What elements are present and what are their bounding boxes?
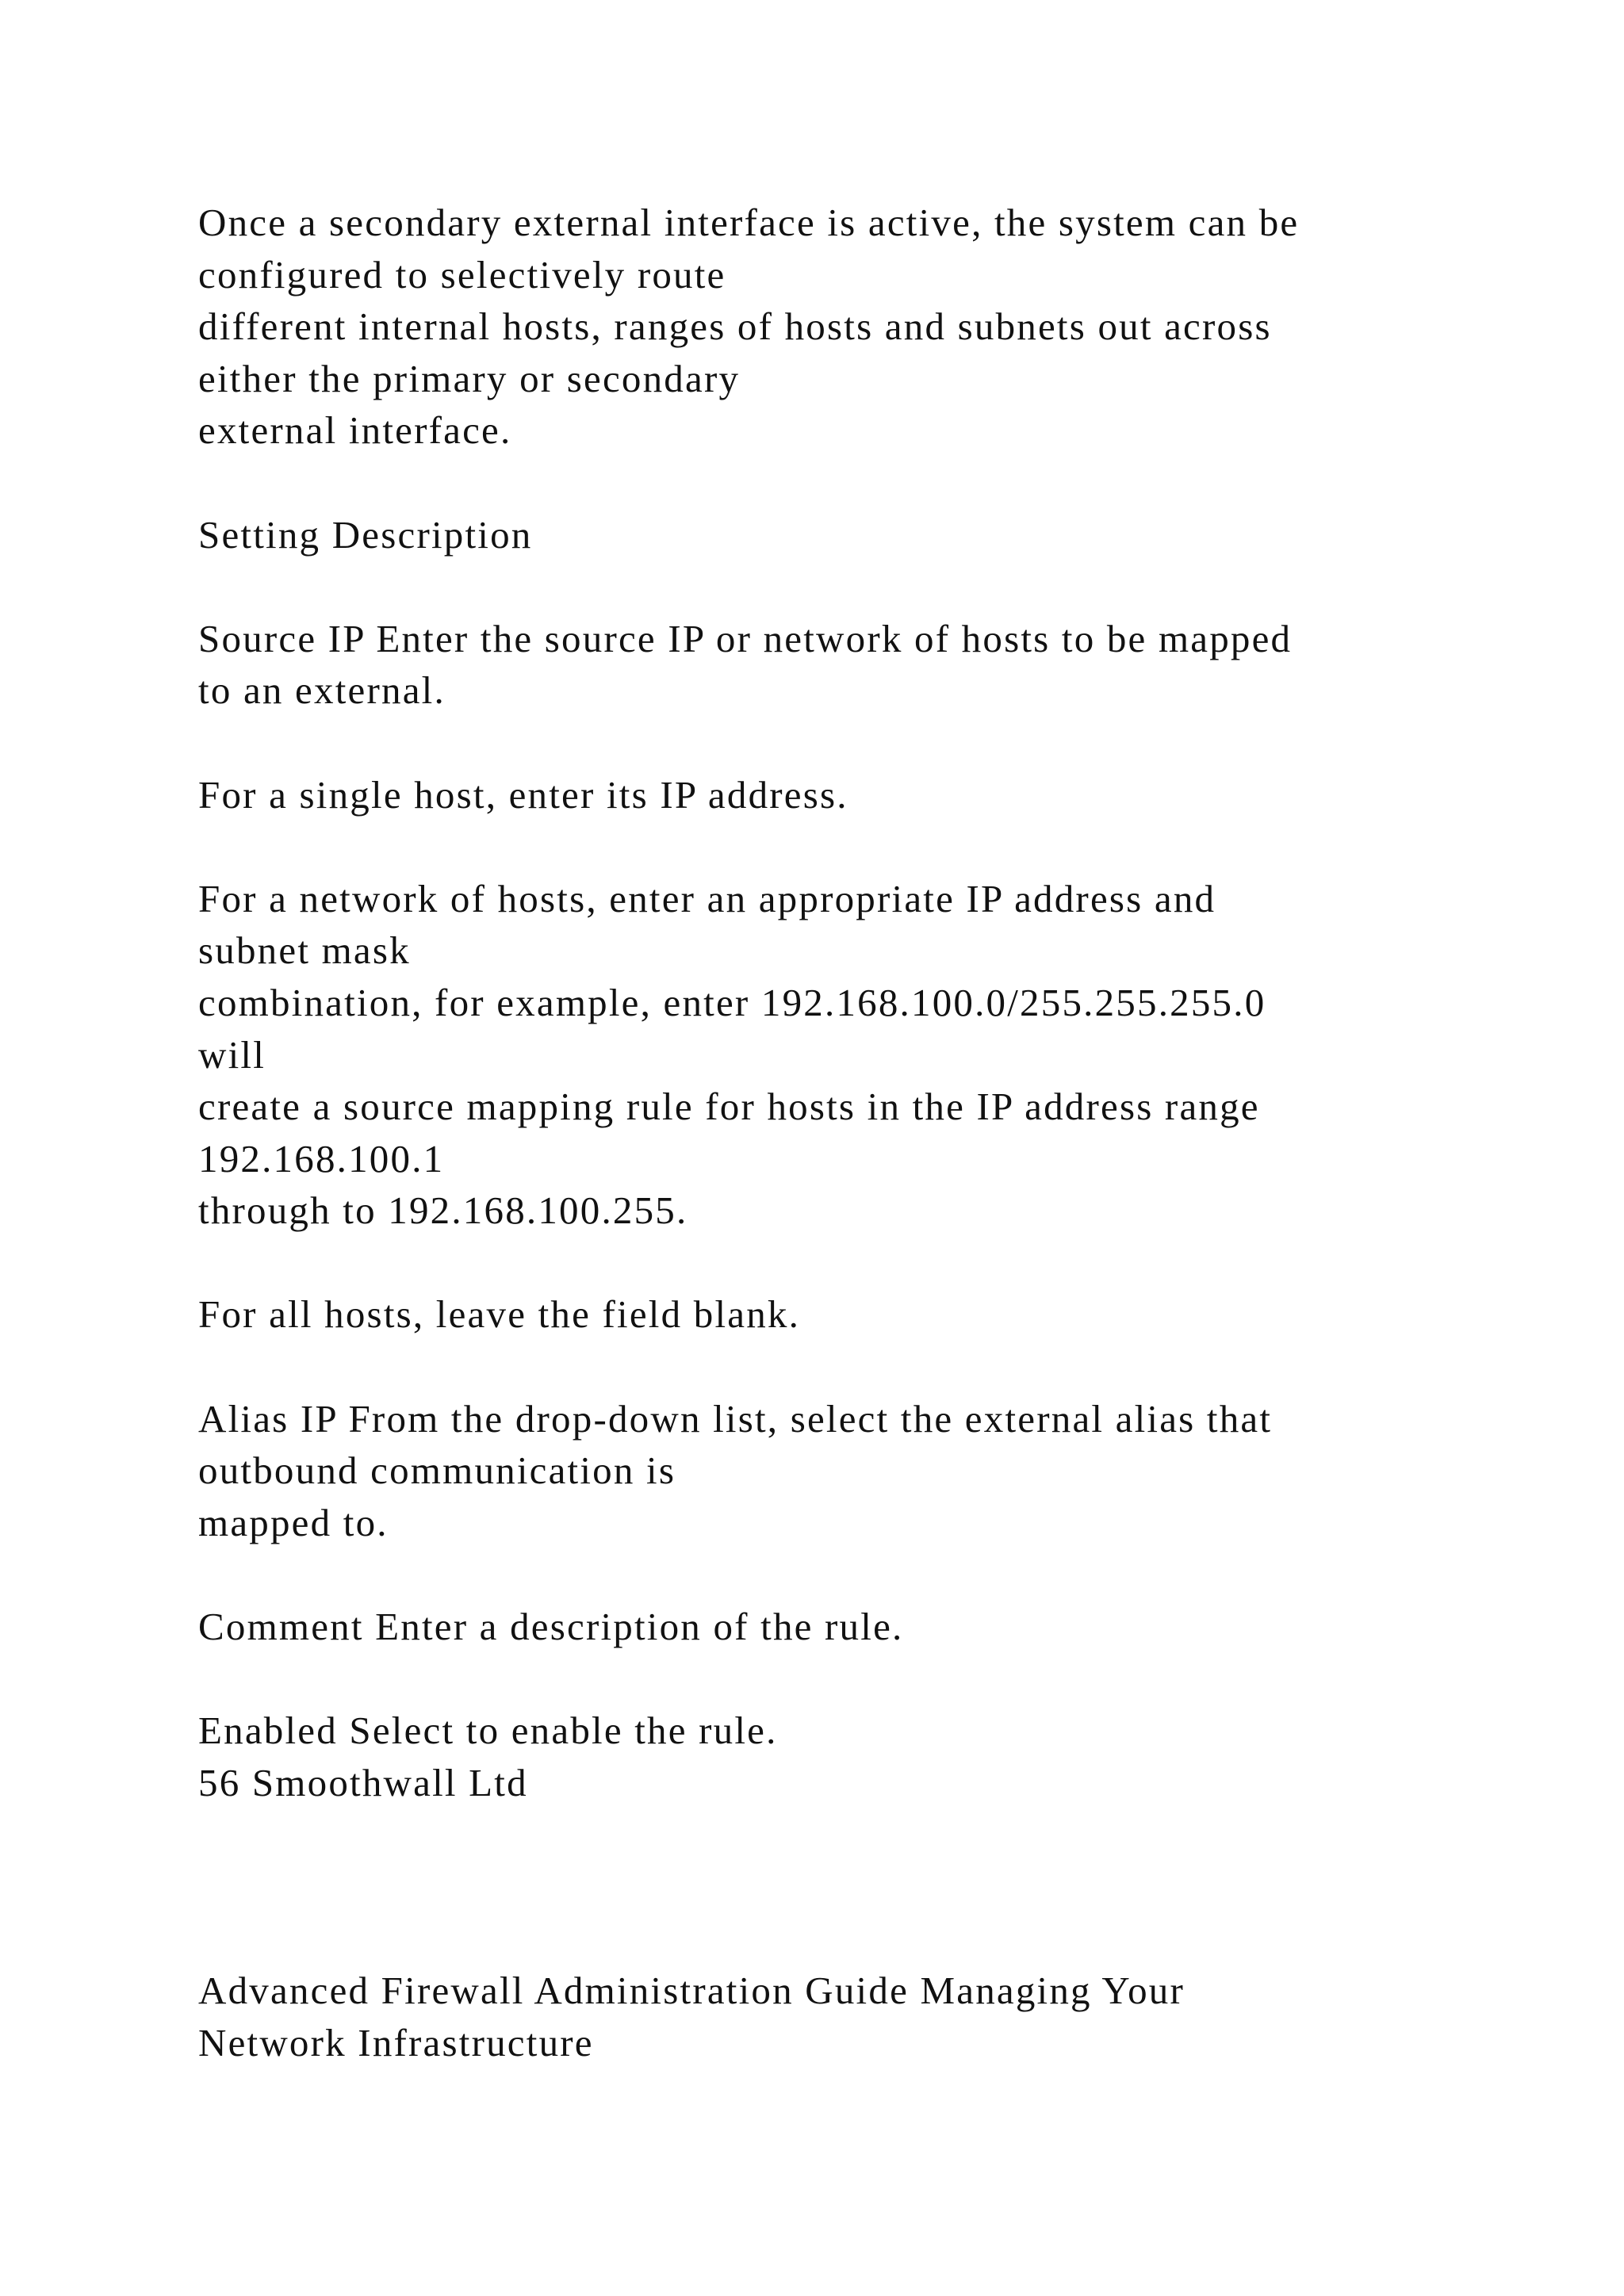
running-title: [198, 1965, 1546, 2068]
blank-line: [198, 1548, 1546, 1601]
comment-setting: Comment Enter a description of the rule.: [198, 1605, 904, 1649]
blank-line: [198, 1237, 1546, 1289]
text-line: either the primary or secondary: [198, 356, 741, 400]
table-header: Setting Description: [198, 512, 533, 557]
text-line: Network Infrastructure: [198, 2020, 594, 2064]
text-line: different internal hosts, ranges of hosts and subnets out across: [198, 304, 1272, 349]
blank-line: [198, 1341, 1546, 1393]
text-line: configured to selectively route: [198, 252, 726, 297]
page-footer: 56 Smoothwall Ltd: [198, 1760, 528, 1804]
document-body: [198, 197, 1546, 2068]
text-line: mapped to.: [198, 1500, 389, 1544]
text-line: 192.168.100.1: [198, 1136, 445, 1181]
text-line: subnet mask: [198, 928, 411, 973]
single-host-paragraph: For a single host, enter its IP address.: [198, 772, 848, 817]
network-hosts-paragraph: [198, 873, 1546, 1237]
blank-line: [198, 821, 1546, 873]
alias-ip-setting: [198, 1393, 1546, 1549]
text-line: combination, for example, enter 192.168.100.0/255.255.255.0: [198, 980, 1266, 1024]
text-line: create a source mapping rule for hosts in the IP address range: [198, 1085, 1260, 1129]
page-break-space: [198, 1808, 1546, 1965]
text-line: external interface.: [198, 408, 512, 453]
blank-line: [198, 717, 1546, 769]
enabled-setting: Enabled Select to enable the rule.: [198, 1709, 778, 1753]
text-line: Advanced Firewall Administration Guide Managing Your: [198, 1969, 1185, 2013]
text-line: For a network of hosts, enter an appropriate IP address and: [198, 876, 1216, 920]
text-line: Alias IP From the drop-down list, select the external alias that: [198, 1396, 1273, 1441]
text-line: to an external.: [198, 668, 446, 713]
text-line: outbound communication is: [198, 1448, 676, 1493]
source-ip-setting: [198, 613, 1546, 717]
blank-line: [198, 457, 1546, 509]
intro-paragraph: [198, 197, 1546, 457]
text-line: Source IP Enter the source IP or network of hosts to be mapped: [198, 616, 1293, 660]
blank-line: [198, 561, 1546, 613]
text-line: through to 192.168.100.255.: [198, 1188, 688, 1233]
blank-line: [198, 1653, 1546, 1705]
all-hosts-paragraph: For all hosts, leave the field blank.: [198, 1292, 801, 1337]
text-line: Once a secondary external interface is active, the system can be: [198, 201, 1300, 244]
text-line: will: [198, 1032, 266, 1077]
